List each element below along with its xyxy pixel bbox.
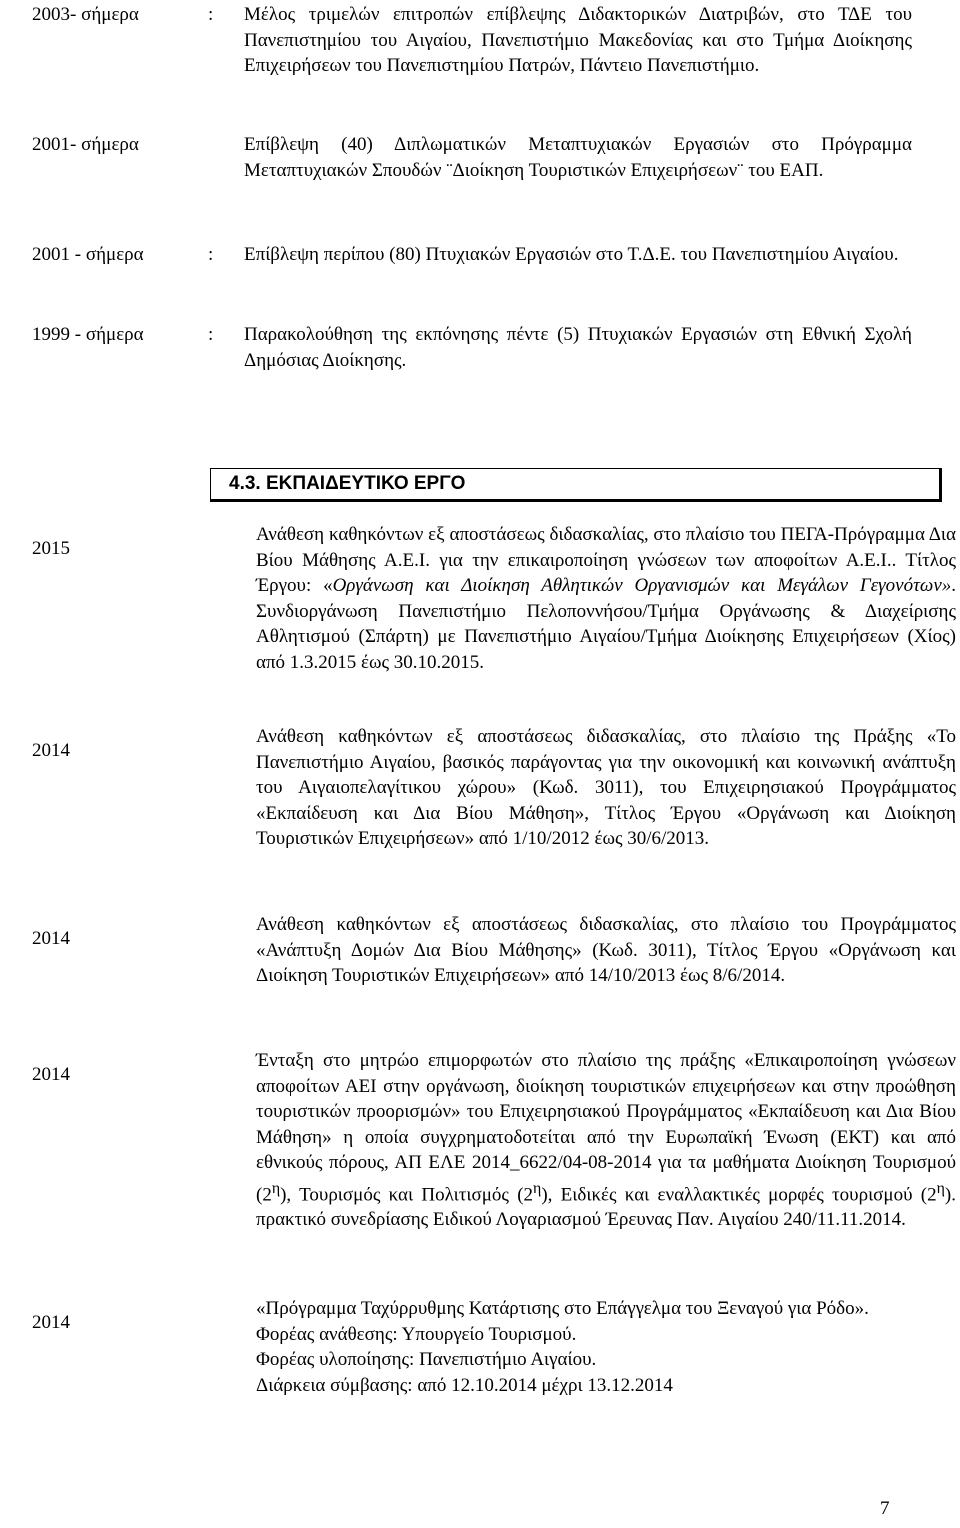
entry-year: 2014 xyxy=(32,1064,70,1085)
teaching-entry xyxy=(32,1048,956,1233)
supervision-entry xyxy=(32,242,912,268)
page-number: 7 xyxy=(880,1498,890,1519)
superscript: η xyxy=(271,1179,281,1197)
entry-text-part: . Συνδιοργάνωση Πανεπιστήμιο Πελοποννήσου/Τμήμα Οργάνωσης & Διαχείρισης Αθλητισμού (Σπάρτη) με Πανεπιστήμιο Αιγαίου/Τμήμα Διοίκησης Επιχειρήσεων (Χίος) από 1.3.2015 έως 30.10.2015. xyxy=(256,575,956,673)
superscript: η xyxy=(533,1179,542,1197)
entry-text xyxy=(256,522,956,675)
implementing-body: Φορέας υλοποίησης: Πανεπιστήμιο Αιγαίου. xyxy=(256,1349,597,1370)
project-title: Οργάνωση και Διοίκηση Αθλητικών Οργανισμών και Μεγάλων Γεγονότων» xyxy=(332,575,952,596)
superscript: η xyxy=(936,1179,945,1197)
entry-text xyxy=(256,1048,956,1233)
entry-text: Παρακολούθηση της εκπόνησης πέντε (5) Πτυχιακών Εργασιών στη Εθνική Σχολή Δημόσιας Διοίκησης. xyxy=(244,324,912,371)
entry-text: Μέλος τριμελών επιτροπών επίβλεψης Διδακτορικών Διατριβών, στο ΤΔΕ του Πανεπιστημίου του Αιγαίου, Πανεπιστήμιο Μακεδονίας και στο Τμήμα Διοίκησης Επιχειρήσεων του Πανεπιστημίου Πατρών, Πάντειο Πανεπιστήμιο. xyxy=(244,4,912,76)
entry-text xyxy=(256,1296,956,1398)
section-heading: 4.3. ΕΚΠΑΙΔΕΥΤΙΚΟ ΕΡΓΟ xyxy=(210,468,942,502)
entry-text-part: ). πρακτικό συνεδρίασης Ειδικού Λογαριασμού Έρευνας Παν. Αιγαίου 240/11.11.2014. xyxy=(256,1183,956,1231)
teaching-entry xyxy=(32,724,956,852)
entry-year: 2014 xyxy=(32,740,70,761)
teaching-entry xyxy=(32,912,956,989)
supervision-entry xyxy=(32,132,912,183)
entry-text-part: Ανάθεση καθηκόντων εξ αποστάσεως διδασκαλίας, στο πλαίσιο του ΠΕΓΑ-Πρόγραμμα Δια Βίου Μάθησης Α.Ε.Ι. για την επικαιροποίηση γνώσεων των αποφοίτων Α.Ε.Ι.. Τίτλος Έργου: « xyxy=(256,524,956,596)
entry-date: 2001- σήμερα xyxy=(32,134,139,155)
supervision-entry xyxy=(32,322,912,373)
entry-date: 2003- σήμερα xyxy=(32,4,139,25)
entry-date: 1999 - σήμερα xyxy=(32,324,144,345)
contract-duration: Διάρκεια σύμβασης: από 12.10.2014 μέχρι 13.12.2014 xyxy=(256,1374,673,1396)
program-title: «Πρόγραμμα Ταχύρρυθμης Κατάρτισης στο Επάγγελμα του Ξεναγού για Ρόδο». xyxy=(256,1298,869,1319)
entry-date: 2001 - σήμερα xyxy=(32,244,144,265)
entry-text-part: ), Τουρισμός και Πολιτισμός (2 xyxy=(280,1183,534,1205)
entry-colon: : xyxy=(208,4,214,25)
assigning-body: Φορέας ανάθεσης: Υπουργείο Τουρισμού. xyxy=(256,1323,577,1345)
supervision-entry xyxy=(32,2,912,79)
entry-year: 2014 xyxy=(32,928,70,949)
teaching-entry xyxy=(32,1296,956,1398)
entry-year: 2014 xyxy=(32,1312,70,1333)
entry-colon: : xyxy=(208,324,214,345)
entry-colon: : xyxy=(208,244,214,265)
entry-text: Ανάθεση καθηκόντων εξ αποστάσεως διδασκαλίας, στο πλαίσιο του Προγράμματος «Ανάπτυξη Δομών Δια Βίου Μάθησης» (Κωδ. 3011), Τίτλος Έργου «Οργάνωση και Διοίκηση Τουριστικών Επιχειρήσεων» από 14/10/2013 έως 8/6/2014. xyxy=(256,914,956,986)
entry-text: Επίβλεψη περίπου (80) Πτυχιακών Εργασιών στο Τ.Δ.Ε. του Πανεπιστημίου Αιγαίου. xyxy=(244,244,899,265)
entry-year: 2015 xyxy=(32,538,70,559)
entry-text: Επίβλεψη (40) Διπλωματικών Μεταπτυχιακών Εργασιών στο Πρόγραμμα Μεταπτυχιακών Σπουδών ¨Διοίκηση Τουριστικών Επιχειρήσεων¨ του ΕΑΠ. xyxy=(244,134,912,181)
teaching-entry xyxy=(32,522,956,675)
entry-text: Ανάθεση καθηκόντων εξ αποστάσεως διδασκαλίας, στο πλαίσιο της Πράξης «Το Πανεπιστήμιο Αιγαίου, βασικός παράγοντας για την οικονομική και κοινωνική ανάπτυξη του Αιγαιοπελαγίτικου χώρου» (Κωδ. 3011), του Επιχειρησιακού Προγράμματος «Εκπαίδευση και Δια Βίου Μάθηση», Τίτλος Έργου «Οργάνωση και Διοίκηση Τουριστικών Επιχειρήσεων» από 1/10/2012 έως 30/6/2013. xyxy=(256,726,956,849)
entry-text-part: Ένταξη στο μητρώο επιμορφωτών στο πλαίσιο της πράξης «Επικαιροποίηση γνώσεων αποφοίτων ΑΕΙ στην οργάνωση, διοίκηση τουριστικών επιχειρήσεων και στην προώθηση τουριστικών προορισμών» του Επιχειρησιακού Προγράμματος «Εκπαίδευση και Δια Βίου Μάθηση» η οποία συγχρηματοδοτείται από την Ευρωπαϊκή Ένωση (ΕΚΤ) και από εθνικούς πόρους, ΑΠ ΕΛΕ 2014_6622/04-08-2014 για τα μαθήματα Διοίκηση Τουρισμού (2 xyxy=(256,1050,956,1205)
entry-text-part: ), Ειδικές και εναλλακτικές μορφές τουρισμού (2 xyxy=(541,1183,937,1205)
